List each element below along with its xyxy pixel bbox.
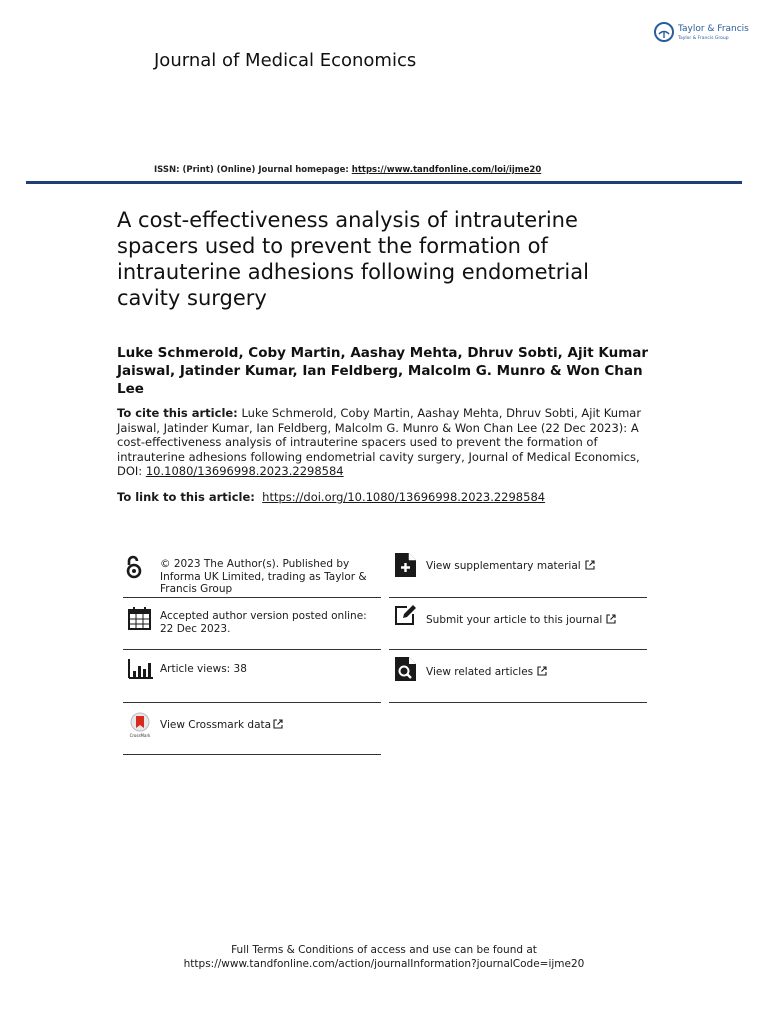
publisher-logo[interactable]	[654, 20, 764, 50]
publisher-logo-icon	[654, 22, 674, 42]
citation-doi-link[interactable]: 10.1080/13696998.2023.2298584	[145, 464, 344, 478]
article-views-text: Article views: 38	[160, 663, 247, 675]
supplementary-text: View supplementary material	[426, 560, 581, 572]
supplementary-material-link[interactable]	[389, 550, 647, 598]
issn-line	[154, 165, 541, 175]
journal-title: Journal of Medical Economics	[154, 50, 417, 71]
calendar-icon	[128, 606, 154, 632]
submit-text-wrap	[426, 614, 616, 627]
article-doi-link[interactable]: https://doi.org/10.1080/13696998.2023.2298584	[262, 490, 546, 504]
journal-homepage-link[interactable]: https://www.tandfonline.com/loi/ijme20	[351, 165, 542, 175]
article-link-label: To link to this article:	[117, 490, 255, 504]
citation-text: Luke Schmerold, Coby Martin, Aashay Mehta, Dhruv Sobti, Ajit Kumar Jaiswal, Jatinder Kumar, Ian Feldberg, Malcolm G. Munro & Won Chan Lee (22 Dec 2023): A cost-effectiveness analysis of intrauterine spacers used to prevent the formation of intrauterine adhesions following endometrial cavity surgery, Journal of Medical Economics, DOI:	[117, 406, 642, 478]
open-access-text: © 2023 The Author(s). Published by Informa UK Limited, trading as Taylor & Francis Group	[160, 558, 367, 595]
crossmark-text: View Crossmark data	[160, 719, 272, 731]
related-search-icon	[394, 656, 418, 682]
accepted-version-info	[123, 597, 381, 649]
related-text: View related articles	[426, 666, 534, 678]
submit-text: Submit your article to this journal	[426, 614, 603, 626]
open-access-info	[123, 555, 381, 599]
external-link-icon	[537, 666, 547, 676]
divider	[123, 754, 381, 755]
article-title: A cost-effectiveness analysis of intrauterine spacers used to prevent the formation of intrauterine adhesions following endometrial cavity surgery	[117, 208, 589, 310]
article-views-info	[123, 649, 381, 703]
svg-text:CrossMark: CrossMark	[129, 733, 151, 738]
bar-chart-icon	[128, 657, 154, 683]
divider	[389, 702, 647, 703]
article-link-line	[117, 490, 545, 504]
add-document-icon	[394, 552, 418, 578]
footer-terms-text: Full Terms & Conditions of access and use can be found at	[231, 944, 537, 956]
external-link-icon	[585, 560, 595, 570]
crossmark-link[interactable]	[123, 702, 381, 756]
publisher-subname: Taylor & Francis Group	[678, 36, 729, 41]
citation-block	[117, 406, 647, 479]
related-text-wrap	[426, 666, 547, 679]
edit-icon	[394, 604, 418, 628]
crossmark-text-wrap	[160, 719, 283, 732]
open-access-icon	[123, 555, 149, 581]
supplementary-text-wrap	[426, 560, 595, 573]
related-articles-link[interactable]	[389, 650, 647, 704]
publisher-name: Taylor & Francis	[678, 24, 749, 34]
crossmark-icon	[127, 712, 153, 738]
footer	[0, 943, 768, 971]
accepted-version-text: Accepted author version posted online: 22 Dec 2023.	[160, 610, 367, 635]
header-divider	[26, 181, 742, 184]
issn-text: ISSN: (Print) (Online) Journal homepage:	[154, 165, 352, 175]
divider	[123, 649, 381, 650]
citation-label: To cite this article:	[117, 406, 238, 420]
divider	[123, 597, 381, 598]
article-authors: Luke Schmerold, Coby Martin, Aashay Mehta, Dhruv Sobti, Ajit Kumar Jaiswal, Jatinder Kumar, Ian Feldberg, Malcolm G. Munro & Won Chan Lee	[117, 345, 649, 397]
external-link-icon	[606, 614, 616, 624]
external-link-icon	[273, 719, 283, 729]
footer-terms-link[interactable]: https://www.tandfonline.com/action/journalInformation?journalCode=ijme20	[183, 958, 585, 970]
submit-article-link[interactable]	[389, 598, 647, 650]
divider	[123, 702, 381, 703]
